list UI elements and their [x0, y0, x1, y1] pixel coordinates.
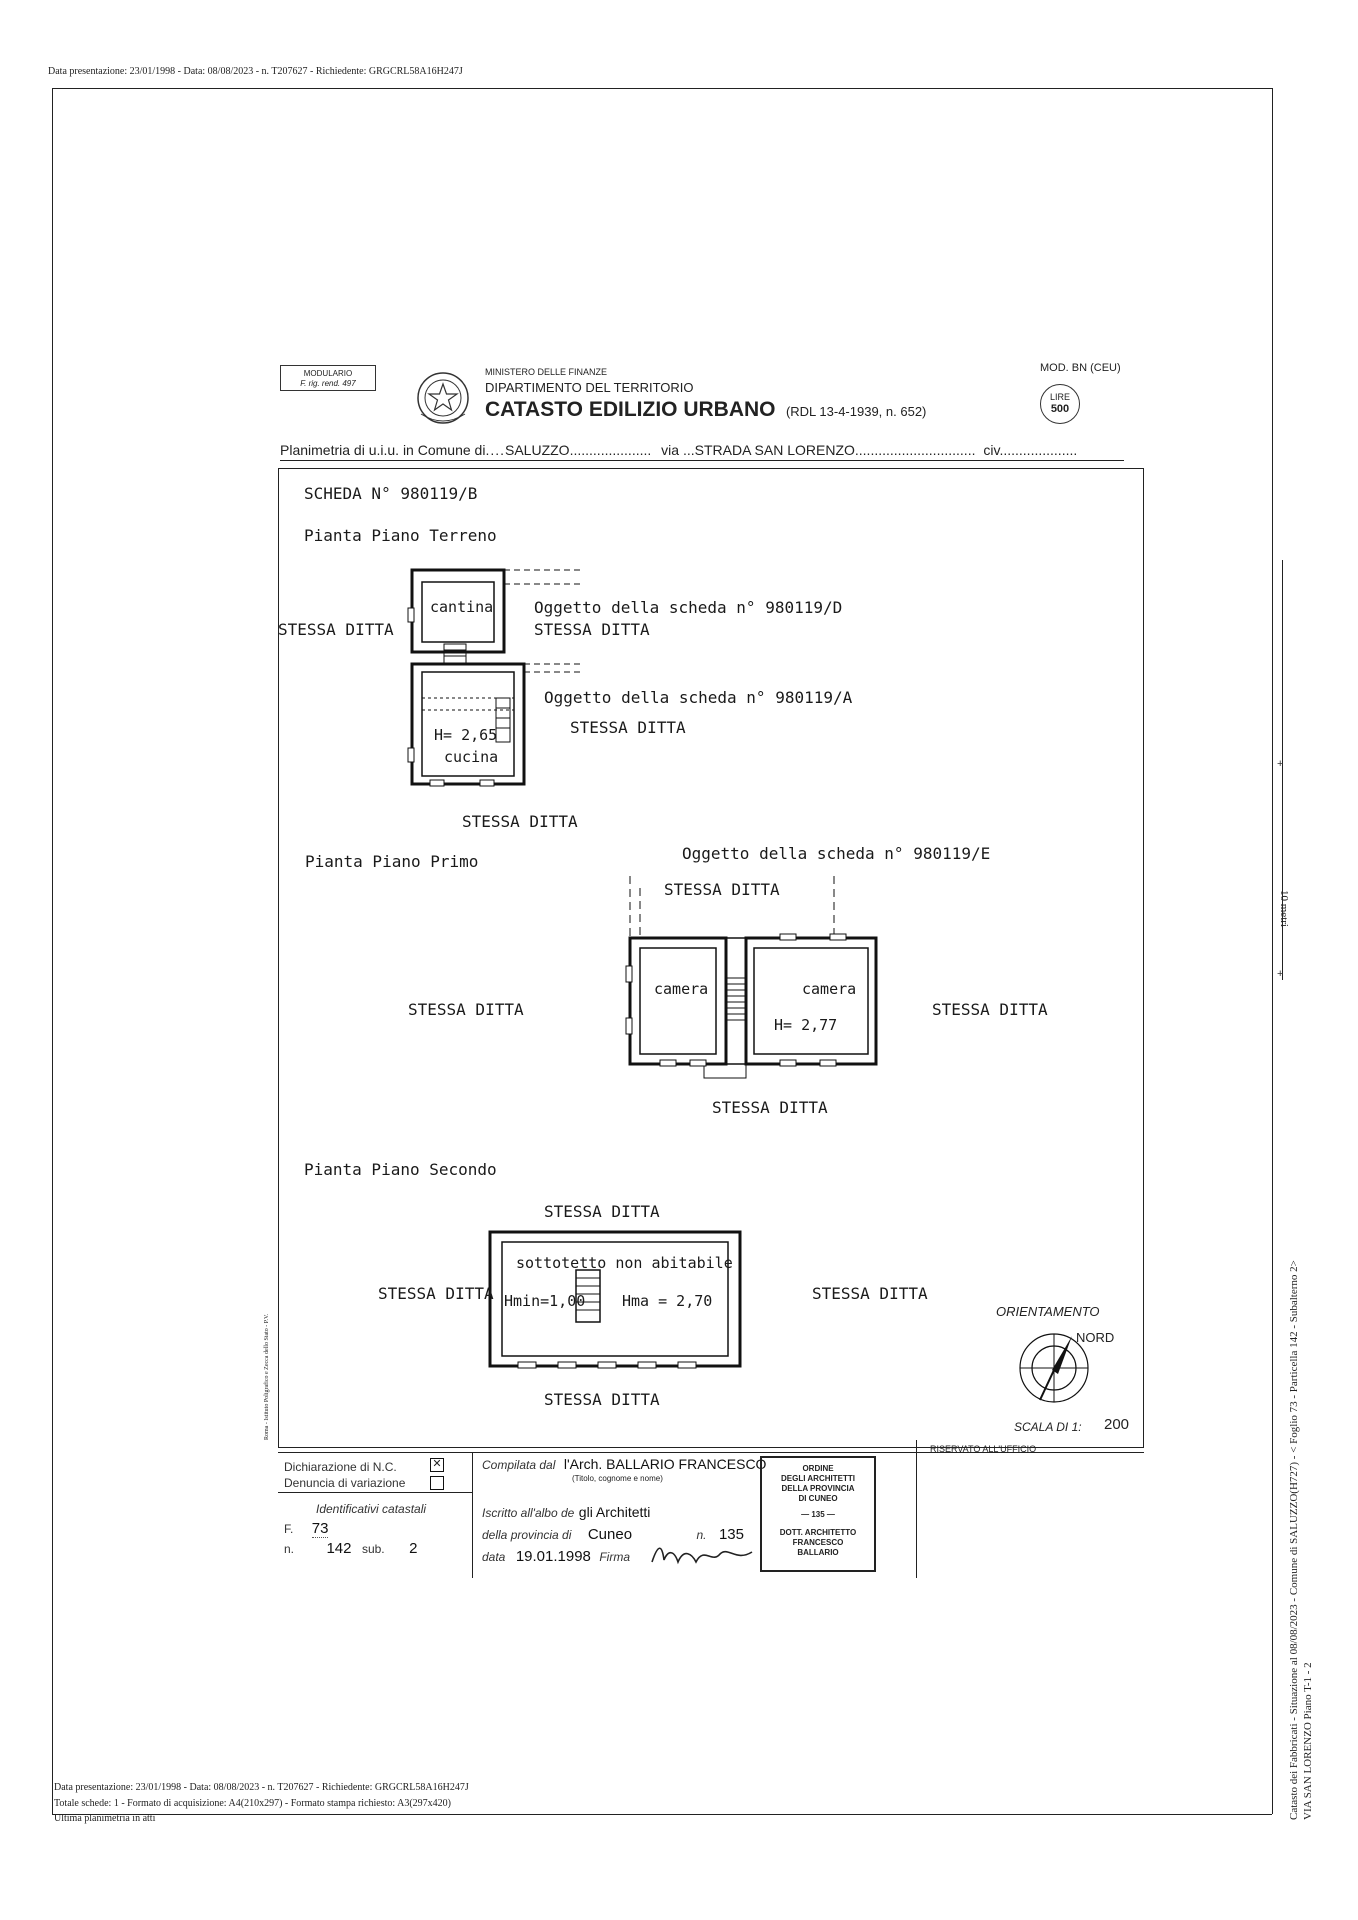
title-law: (RDL 13-4-1939, n. 652) — [785, 404, 927, 419]
modulario-line1: MODULARIO — [303, 369, 353, 378]
identificativi-label: Identificativi catastali — [316, 1502, 427, 1516]
room-camera-left: camera — [654, 980, 709, 998]
floor0-title: Pianta Piano Terreno — [304, 526, 497, 545]
floor0-ref-d: Oggetto della scheda n° 980119/D — [534, 598, 843, 617]
scale-value: 200 — [1104, 1416, 1130, 1433]
frame-left — [52, 88, 53, 1814]
room-cucina: cucina — [444, 748, 499, 766]
room-cucina-height: H= 2,65 — [434, 726, 498, 744]
meta-bottom-1: Data presentazione: 23/01/1998 - Data: 08/08/2023 - n. T207627 - Richiedente: GRGCRL58A16H247J — [54, 1782, 469, 1793]
meta-bottom-3: Ultima planimetria in atti — [54, 1813, 156, 1824]
floor0-left-ditta: STESSA DITTA — [278, 620, 394, 639]
compilata-row — [482, 1456, 766, 1474]
provincia-value: Cuneo — [587, 1526, 633, 1543]
room-camera-right: camera — [802, 980, 857, 998]
nord-label: NORD — [1076, 1330, 1115, 1345]
scale-label: SCALA DI 1: — [1014, 1420, 1082, 1434]
titolo-hint: (Titolo, cognome e nome) — [572, 1474, 663, 1483]
address-line: Planimetria di u.i.u. in Comune di....SALUZZO..................... via ...STRADA SAN LORENZO............................... civ.................... — [280, 442, 1078, 458]
floor2-right-ditta: STESSA DITTA — [812, 1284, 928, 1303]
room-sottotetto: sottotetto non abitabile — [516, 1254, 733, 1272]
north-arrow-icon — [1016, 1330, 1092, 1406]
room-camera-height: H= 2,77 — [774, 1016, 838, 1034]
stamp-line-7: FRANCESCO — [792, 1538, 844, 1547]
lire-label: LIRE — [1049, 392, 1070, 402]
floor2-top-ditta: STESSA DITTA — [544, 1202, 660, 1221]
floor1-right-ditta: STESSA DITTA — [932, 1000, 1048, 1019]
lire-value: 500 — [1050, 403, 1070, 415]
numero-value: 135 — [718, 1526, 744, 1543]
floor1-bottom-ditta: STESSA DITTA — [712, 1098, 828, 1117]
numero-label: n. — [696, 1528, 707, 1542]
stamp-line-8: BALLARIO — [797, 1548, 839, 1557]
document-title — [485, 398, 926, 422]
foglio-label: F. — [284, 1522, 294, 1536]
signature-icon — [648, 1540, 758, 1570]
denuncia-label: Denuncia di variazione — [284, 1476, 406, 1490]
floor2-title: Pianta Piano Secondo — [304, 1160, 497, 1179]
footer-div2 — [916, 1440, 917, 1578]
meta-bottom-2: Totale schede: 1 - Formato di acquisizione: A4(210x297) - Formato stampa richiesto: A3(297x420) — [54, 1798, 451, 1809]
room-hmax: Hma = 2,70 — [622, 1292, 713, 1310]
data-label: data — [482, 1550, 506, 1564]
data-value: 19.01.1998 — [515, 1548, 591, 1565]
floor1-title: Pianta Piano Primo — [305, 852, 479, 871]
via-value: STRADA SAN LORENZO — [694, 442, 855, 458]
floor0-bottom-ditta: STESSA DITTA — [462, 812, 578, 831]
orientamento-label: ORIENTAMENTO — [996, 1304, 1100, 1319]
floor0-ref-a-ditta: STESSA DITTA — [570, 718, 686, 737]
meta-top: Data presentazione: 23/01/1998 - Data: 08/08/2023 - n. T207627 - Richiedente: GRGCRL58A16H247J — [48, 66, 463, 77]
mod-code: MOD. BN (CEU) — [1040, 362, 1121, 374]
floor1-ref-e: Oggetto della scheda n° 980119/E — [682, 844, 991, 863]
floor1-top-ditta: STESSA DITTA — [664, 880, 780, 899]
footer-div1 — [472, 1452, 473, 1578]
scheda-number: SCHEDA N° 980119/B — [304, 484, 478, 503]
architect-stamp — [760, 1456, 876, 1572]
stamp-line-5: — 135 — — [801, 1510, 835, 1519]
printer-note: Roma - Istituto Poligrafico e Zecca dello Stato - P.V. — [264, 1313, 270, 1440]
frame-top — [52, 88, 1272, 89]
particella-value: 142 — [326, 1540, 352, 1557]
department-name: DIPARTIMENTO DEL TERRITORIO — [485, 380, 694, 395]
dichiarazione-label: Dichiarazione di N.C. — [284, 1460, 397, 1474]
sub-value: 2 — [409, 1540, 418, 1557]
foglio-value: 73 — [311, 1520, 329, 1537]
stamp-line-4: DI CUNEO — [798, 1494, 838, 1503]
dichiarazione-checkbox[interactable]: ✕ — [430, 1458, 444, 1472]
side-meta-1: Catasto dei Fabbricati - Situazione al 08/08/2023 - Comune di SALUZZO(H727) - < Foglio 73 - Particella 142 - Subalterno 2> — [1288, 1260, 1300, 1820]
address-prefix: Planimetria di u.i.u. in Comune di — [280, 442, 486, 458]
particella-label: n. — [284, 1542, 295, 1556]
footer-left-sep — [278, 1492, 472, 1493]
stamp-line-6: DOTT. ARCHITETTO — [779, 1528, 857, 1537]
scale-tick-top: + — [1277, 758, 1284, 770]
stamp-line-3: DELLA PROVINCIA — [781, 1484, 855, 1493]
frame-right — [1272, 88, 1273, 1814]
via-label: via — [661, 442, 680, 458]
floor1-left-ditta: STESSA DITTA — [408, 1000, 524, 1019]
compilata-label: Compilata dal — [482, 1458, 556, 1472]
side-scale-label: 10 metri — [1278, 890, 1290, 927]
floor0-ref-a: Oggetto della scheda n° 980119/A — [544, 688, 853, 707]
scale-tick-bottom: + — [1277, 968, 1284, 980]
title-main: CATASTO EDILIZIO URBANO — [485, 398, 776, 421]
sub-label: sub. — [361, 1542, 385, 1556]
comune-value: SALUZZO — [505, 442, 570, 458]
modulario-box — [280, 365, 376, 391]
data-row — [482, 1548, 630, 1566]
floor2-bottom-ditta: STESSA DITTA — [544, 1390, 660, 1409]
provincia-label: della provincia di — [482, 1528, 572, 1542]
foglio-row — [284, 1520, 328, 1538]
particella-row — [284, 1540, 417, 1558]
floor2-left-ditta: STESSA DITTA — [378, 1284, 494, 1303]
denuncia-checkbox[interactable] — [430, 1476, 444, 1490]
riservato-label: RISERVATO ALL'UFFICIO — [930, 1444, 1037, 1454]
civ-label: civ. — [983, 442, 1004, 458]
iscritto-label: Iscritto all'albo de — [482, 1506, 575, 1520]
modulario-line2: F. rig. rend. 497 — [300, 379, 356, 388]
state-emblem-icon — [415, 368, 471, 428]
firma-label: Firma — [599, 1550, 631, 1564]
room-cantina: cantina — [430, 598, 494, 616]
floor0-ref-d-ditta: STESSA DITTA — [534, 620, 650, 639]
side-meta-2: VIA SAN LORENZO Piano T-1 - 2 — [1302, 1662, 1314, 1820]
iscritto-value: gli Architetti — [578, 1504, 651, 1520]
floor1-plan — [620, 868, 880, 1088]
stamp-line-1: ORDINE — [802, 1464, 834, 1473]
iscritto-row — [482, 1504, 650, 1522]
room-hmin: Hmin=1,00 — [504, 1292, 586, 1310]
stamp-line-2: DEGLI ARCHITETTI — [781, 1474, 855, 1483]
lire-stamp — [1040, 384, 1080, 424]
frame-bottom — [52, 1814, 1272, 1815]
address-underline — [280, 460, 1124, 461]
compilata-value: l'Arch. BALLARIO FRANCESCO — [563, 1456, 767, 1472]
ministry-name: MINISTERO DELLE FINANZE — [485, 367, 608, 377]
